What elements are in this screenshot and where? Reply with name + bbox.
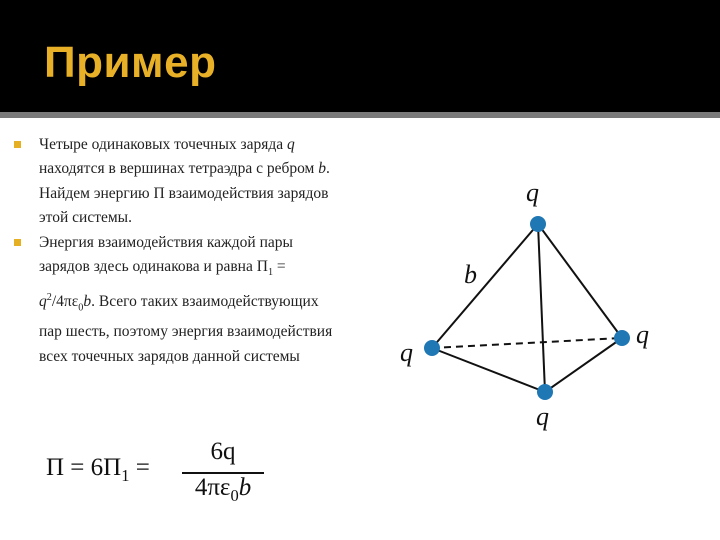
bullet-text: . Всего таких взаимодействующих пар шесть, поэтому энергия взаимодействия всех точечных зарядов данной системы [39,292,333,365]
formula-lhs [46,454,150,486]
var-b: b [318,160,326,178]
label-q-top: q [526,178,539,207]
formula-equals: = [129,454,150,481]
bullet-item-solution [14,231,344,369]
bullet-square-icon [14,141,21,148]
vertex-bottom [537,384,553,400]
edge-left-bottom [432,348,545,392]
epsilon-subscript: 0 [78,301,84,313]
formula-part: /4πε [51,292,79,310]
bullet-text: находятся в вершинах тетраэдра с ребром [39,160,319,178]
bullet-item-problem [14,133,344,231]
title-bar [0,0,720,112]
label-q-bottom: q [536,402,549,431]
bullet-list [14,133,344,369]
vertex-right [614,330,630,346]
edge-top-left [432,224,538,348]
formula-lhs-subscript: 1 [121,466,130,485]
bullet-text: Энергия взаимодействия каждой пары зарядов здесь одинакова и равна [39,233,293,276]
bullet-text: Четыре одинаковых точечных заряда [39,136,288,153]
denominator-text: 4πε [194,474,231,501]
var-q: q [39,292,47,310]
tetrahedron-diagram [380,174,680,444]
var-b: b [238,474,252,501]
formula-denominator [182,474,264,506]
edge-left-right-hidden [432,338,622,348]
edge-bottom-right [545,338,622,392]
pi-subscript: 1 [267,267,274,279]
energy-formula [46,438,252,505]
pi-symbol: П [256,258,268,276]
vertex-top [530,216,546,232]
slide-title: Пример [44,38,217,87]
equals: = [273,258,286,276]
formula-numerator: 6q [210,438,236,465]
label-q-left: q [400,338,413,367]
epsilon-subscript: 0 [230,486,239,505]
label-q-right: q [636,320,649,349]
edge-top-right [538,224,622,338]
bullet-square-icon [14,239,21,246]
formula-lhs-text: П = 6П [46,454,122,481]
vertex-left [424,340,440,356]
edge-top-bottom [538,224,545,392]
bullet-text: . Найдем энергию П взаимодействия зарядов этой системы. [39,160,330,227]
label-edge-b: b [464,260,477,289]
slide-content [0,118,720,540]
var-b: b [83,292,92,310]
q-power: 2 [46,291,52,303]
var-q: q [287,136,295,153]
tetrahedron-figure [380,174,680,444]
